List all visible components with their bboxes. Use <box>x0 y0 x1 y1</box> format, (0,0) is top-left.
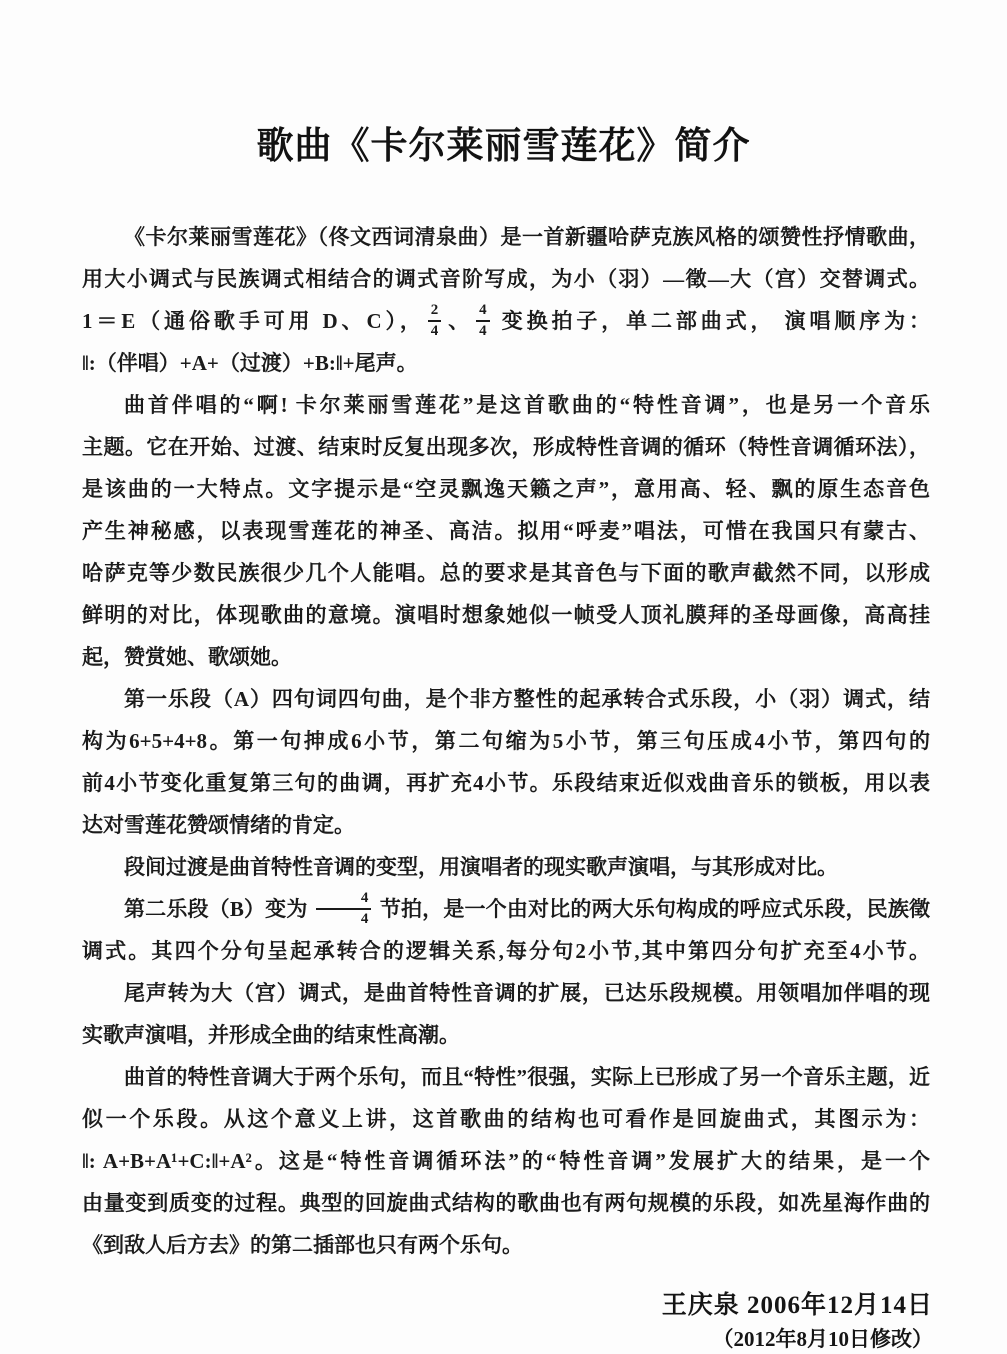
fraction-denominator: 4 <box>430 323 439 340</box>
text-run: 变换拍子，单二部曲式， 演唱顺序为： <box>492 309 931 333</box>
text-line <box>82 762 930 804</box>
text-line <box>82 636 930 678</box>
text-line <box>82 510 930 552</box>
text-run: 《到敌人后方去》的第二插部也只有两个乐句。 <box>82 1233 523 1257</box>
text-run: 构为6+5+4+8。第一句抻成6小节，第二句缩为5小节，第三句压成4小节，第四句的 <box>82 729 930 753</box>
text-line <box>82 1098 930 1140</box>
fraction-denominator: 4 <box>479 323 487 340</box>
text-line <box>82 594 930 636</box>
signature-revision-note: （2012年8月10日修改） <box>712 1327 933 1351</box>
signature-block <box>0 1288 933 1354</box>
paragraph <box>82 384 930 678</box>
time-signature-fraction <box>316 891 372 927</box>
text-line <box>82 888 930 930</box>
text-run: 主题。它在开始、过渡、结束时反复出现多次，形成特性音调的循环（特性音调循环法）， <box>82 435 930 459</box>
paragraph <box>82 972 930 1056</box>
text-run: 曲首的特性音调大于两个乐句，而且“特性”很强，实际上已形成了另一个音乐主题，近 <box>124 1065 930 1089</box>
text-run: 实歌声演唱，并形成全曲的结束性高潮。 <box>82 1023 460 1047</box>
time-signature-fraction <box>428 303 442 339</box>
paragraph <box>82 888 930 972</box>
fraction-numerator: 4 <box>316 891 372 910</box>
text-run: ‖: A+B+A¹+C:‖+A²。这是“特性音调循环法”的“特性音调”发展扩大的结果，是一个 <box>82 1149 930 1173</box>
text-line <box>82 804 930 846</box>
text-line <box>82 468 930 510</box>
text-run: 是该曲的一大特点。文字提示是“空灵飘逸天籁之声”，意用高、轻、飘的原生态音色 <box>82 477 930 501</box>
text-line <box>82 426 930 468</box>
text-line <box>82 1014 930 1056</box>
text-line <box>82 342 930 384</box>
text-line <box>82 1182 930 1224</box>
text-run: 起，赞赏她、歌颂她。 <box>82 645 292 669</box>
text-line <box>82 846 930 888</box>
time-signature-fraction <box>476 303 490 339</box>
text-line <box>82 930 930 972</box>
text-run: 段间过渡是曲首特性音调的变型，用演唱者的现实歌声演唱，与其形成对比。 <box>124 855 838 879</box>
text-run: 曲首伴唱的“啊! 卡尔莱丽雪莲花”是这首歌曲的“特性音调”，也是另一个音乐 <box>124 393 930 417</box>
text-run: 1＝E（通俗歌手可用 D、C）， <box>82 309 425 333</box>
text-line <box>82 216 930 258</box>
text-line <box>82 1140 930 1182</box>
text-run: 、 <box>444 309 474 333</box>
text-line <box>82 384 930 426</box>
fraction-numerator: 2 <box>428 303 442 322</box>
document-body <box>82 216 930 1266</box>
text-line <box>82 678 930 720</box>
text-run: 鲜明的对比，体现歌曲的意境。演唱时想象她似一帧受人顶礼膜拜的圣母画像，高高挂 <box>82 603 930 627</box>
signature-author-date: 王庆泉 2006年12月14日 <box>661 1292 933 1319</box>
text-line <box>82 552 930 594</box>
text-run: 哈萨克等少数民族很少几个人能唱。总的要求是其音色与下面的歌声截然不同，以形成 <box>82 561 930 585</box>
fraction-numerator: 4 <box>476 303 490 322</box>
paragraph <box>82 1056 930 1266</box>
text-line <box>82 1224 930 1266</box>
text-run: 尾声转为大（宫）调式，是曲首特性音调的扩展，已达乐段规模。用领唱加伴唱的现 <box>124 981 930 1005</box>
text-line <box>82 1056 930 1098</box>
paragraph <box>82 846 930 888</box>
text-line <box>82 258 930 300</box>
text-run: 节拍，是一个由对比的两大乐句构成的呼应式乐段，民族徵 <box>374 897 930 921</box>
text-run: 达对雪莲花赞颂情绪的肯定。 <box>82 813 355 837</box>
text-run: ‖:（伴唱）+A+（过渡）+B:‖+尾声。 <box>82 351 418 375</box>
text-run: 用大小调式与民族调式相结合的调式音阶写成，为小（羽）—徵—大（宫）交替调式。 <box>82 267 930 291</box>
text-run: 产生神秘感，以表现雪莲花的神圣、高洁。拟用“呼麦”唱法，可惜在我国只有蒙古、 <box>82 519 930 543</box>
text-run: 《卡尔莱丽雪莲花》（佟文西词清泉曲）是一首新疆哈萨克族风格的颂赞性抒情歌曲， <box>124 225 930 249</box>
text-run: 调式。其四个分句呈起承转合的逻辑关系,每分句2小节,其中第四分句扩充至4小节。 <box>82 939 930 963</box>
paragraph <box>82 216 930 384</box>
text-line <box>82 720 930 762</box>
document-title: 歌曲《卡尔莱丽雪莲花》简介 <box>256 126 751 167</box>
paragraph <box>82 678 930 846</box>
text-run: 第二乐段（B）变为 <box>124 897 313 921</box>
text-run: 前4小节变化重复第三句的曲调，再扩充4小节。乐段结束近似戏曲音乐的锁板，用以表 <box>82 771 930 795</box>
text-run: 似一个乐段。从这个意义上讲，这首歌曲的结构也可看作是回旋曲式，其图示为： <box>82 1107 930 1131</box>
text-line <box>82 972 930 1014</box>
text-run: 第一乐段（A）四句词四句曲，是个非方整性的起承转合式乐段，小（羽）调式，结 <box>124 687 930 711</box>
text-line <box>82 300 930 342</box>
text-run: 由量变到质变的过程。典型的回旋曲式结构的歌曲也有两句规模的乐段，如冼星海作曲的 <box>82 1191 930 1215</box>
fraction-denominator: 4 <box>360 911 369 928</box>
